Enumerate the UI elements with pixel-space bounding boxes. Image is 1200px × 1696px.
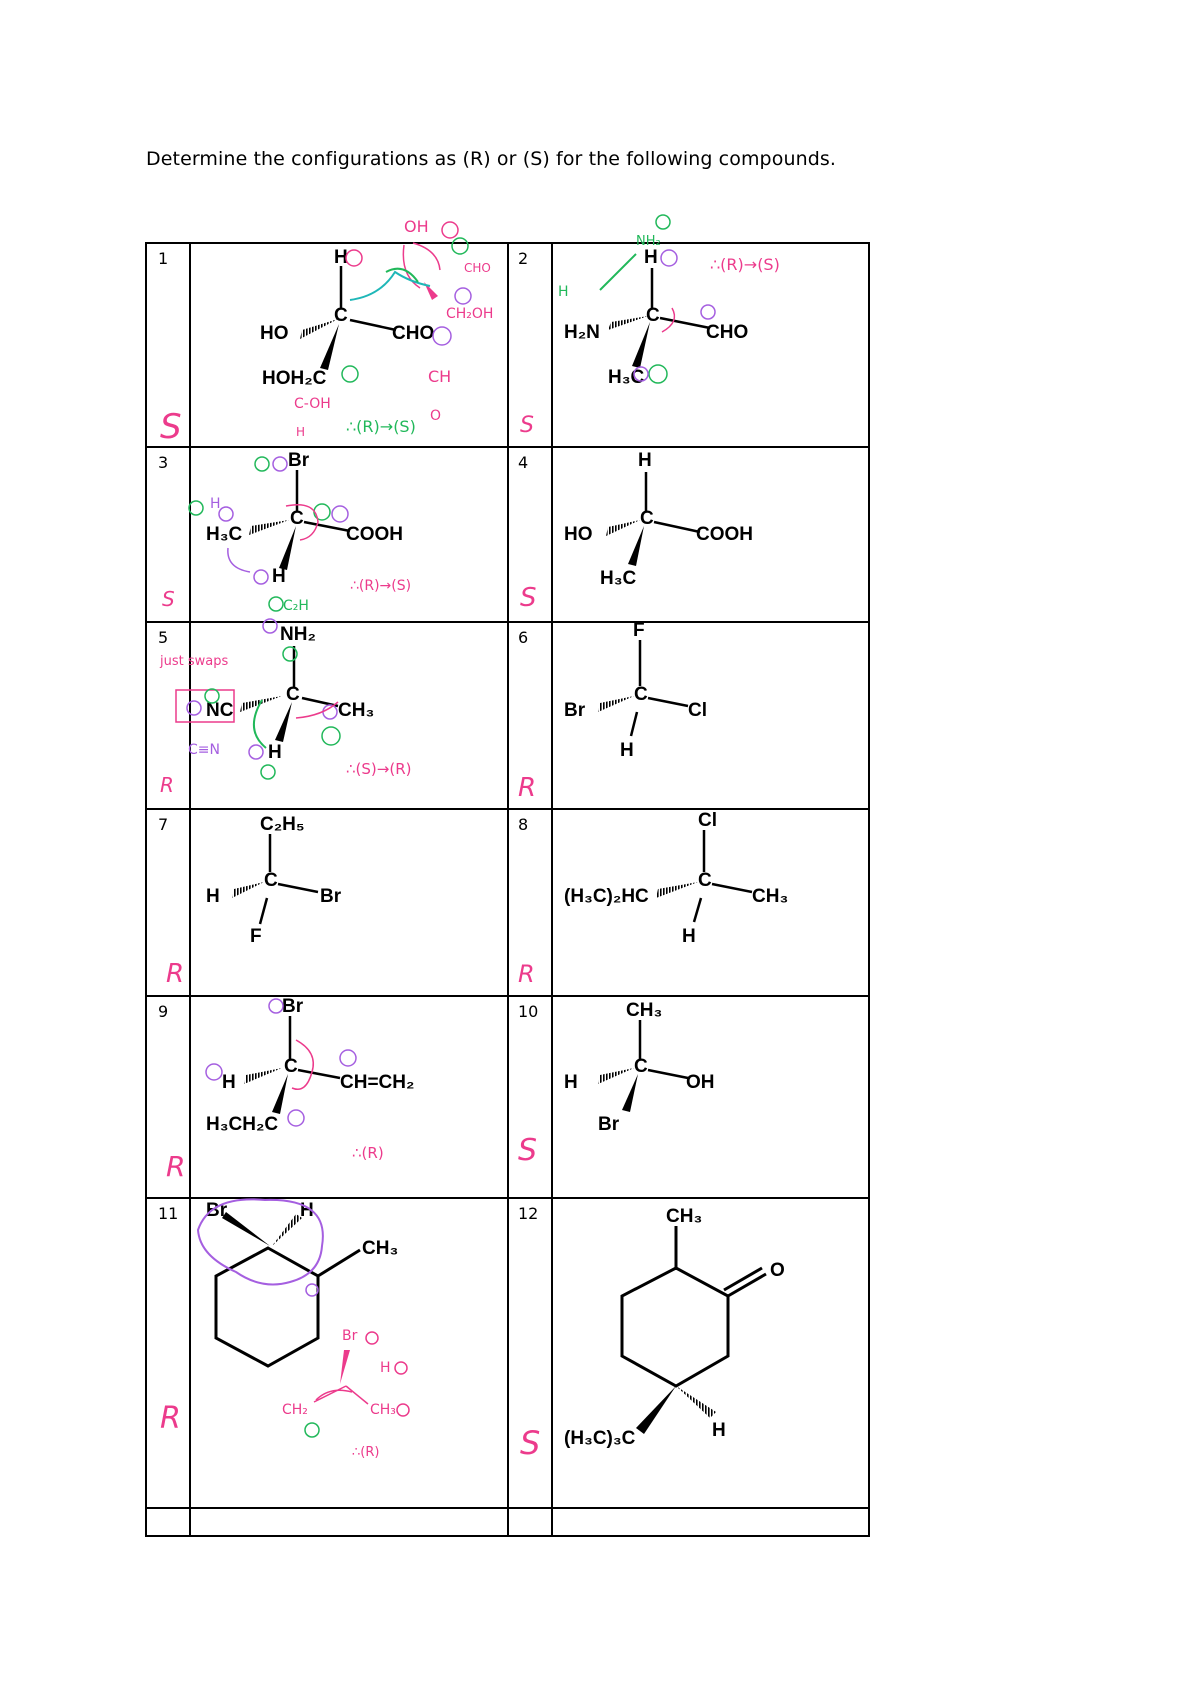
c2-green-arrow: [600, 254, 636, 290]
c6-atom-h: H: [620, 740, 634, 761]
c3-note-r-to-s: ∴(R)→(S): [350, 578, 412, 594]
c3-priority-1-icon: [255, 457, 269, 471]
c1-priority-2b-icon: [452, 238, 468, 254]
c12-atom-o: O: [770, 1260, 785, 1281]
answer-9: R: [166, 1150, 186, 1183]
c9-priority-2-icon: [340, 1050, 356, 1066]
c8-atom-h3c2hc: (H₃C)₂HC: [564, 886, 649, 907]
c3-priority-2-icon: [314, 504, 330, 520]
c8-atom-cl: Cl: [698, 810, 717, 831]
c1-priority-3-icon: [342, 366, 358, 382]
c5-priority-3-icon: [261, 765, 275, 779]
cell-10-number: 10: [518, 1002, 539, 1021]
answer-6: R: [518, 773, 537, 803]
c4-atom-h3c: H₃C: [600, 568, 637, 589]
c5-atom-nc: NC: [206, 700, 234, 721]
c3-priority-3c-icon: [269, 597, 283, 611]
c2-atom-h3c: H₃C: [608, 367, 645, 388]
answer-1: S: [160, 407, 182, 447]
c10-atom-ch3: CH₃: [626, 1000, 663, 1021]
c1-sketch-arc: [413, 243, 440, 270]
c2-atom-cho: CHO: [706, 322, 749, 343]
molecule-10: [564, 1000, 715, 1135]
c3-note-h: H: [210, 496, 221, 512]
molecule-12: [564, 1206, 785, 1449]
answer-12: S: [520, 1424, 541, 1462]
c8-atom-c: C: [698, 870, 712, 891]
c9-atom-h3ch2c: H₃CH₂C: [206, 1114, 279, 1135]
c1-atom-h: H: [334, 247, 348, 268]
c9-priority-1-icon: [269, 999, 283, 1013]
c3-priority-4-icon: [254, 570, 268, 584]
answer-2: S: [520, 413, 534, 438]
c6-atom-c: C: [634, 684, 648, 705]
answer-10: S: [518, 1133, 538, 1168]
cell-4-number: 4: [518, 453, 529, 472]
c2-note-r-to-s: ∴(R)→(S): [710, 255, 780, 274]
c1-atom-cho: CHO: [392, 323, 435, 344]
answer-7: R: [166, 959, 185, 989]
c4-atom-c: C: [640, 508, 654, 529]
c1-note-r-to-s: ∴(R)→(S): [346, 417, 416, 436]
c1-priority-3b-icon: [455, 288, 471, 304]
c6-atom-br: Br: [564, 700, 586, 721]
c3-atom-c: C: [290, 508, 304, 529]
c3-atom-br: Br: [288, 450, 310, 471]
c3-atom-cooh: COOH: [346, 524, 403, 545]
c3-atom-h: H: [272, 566, 286, 587]
c2-note-h: H: [558, 284, 569, 300]
c3-priority-1b-icon: [273, 457, 287, 471]
cell-9-number: 9: [158, 1002, 169, 1021]
cell-6-number: 6: [518, 628, 529, 647]
c11-atom-ch3: CH₃: [362, 1238, 399, 1259]
c3-atom-h3c: H₃C: [206, 524, 243, 545]
c5-priority-3c-icon: [322, 727, 340, 745]
c5-note-s-to-r: ∴(S)→(R): [346, 760, 412, 778]
c11-note-ch2: CH₂: [282, 1402, 308, 1418]
molecule-7: [206, 814, 342, 947]
c6-atom-cl: Cl: [688, 700, 707, 721]
answer-8: R: [518, 960, 535, 988]
c7-atom-h: H: [206, 886, 220, 907]
c5-atom-h: H: [268, 742, 282, 763]
c8-atom-ch3: CH₃: [752, 886, 789, 907]
cell-3-number: 3: [158, 453, 169, 472]
c7-atom-f: F: [250, 926, 262, 947]
c10-atom-h: H: [564, 1072, 578, 1093]
c3-priority-2b-icon: [332, 506, 348, 522]
c9-atom-c: C: [284, 1056, 298, 1077]
c11-atom-h: H: [300, 1200, 314, 1221]
c10-atom-oh: OH: [686, 1072, 715, 1093]
c11-note-br: Br: [342, 1328, 358, 1344]
c1-priority-1-icon: [442, 222, 458, 238]
c11-marked-carbon-icon: [306, 1284, 318, 1296]
molecule-2: [558, 215, 780, 388]
c2-priority-2-icon: [701, 305, 715, 319]
c3-purple-arrow: [228, 548, 250, 572]
c4-atom-cooh: COOH: [696, 524, 753, 545]
c1-priority-2-icon: [433, 327, 451, 345]
c7-atom-c: C: [264, 870, 278, 891]
c9-atom-ch-ch2: CH=CH₂: [340, 1072, 415, 1093]
c5-atom-nh2: NH₂: [280, 624, 316, 645]
c3-priority-3b-icon: [219, 507, 233, 521]
answer-5: R: [160, 773, 174, 797]
c1-atom-hoh2c: HOH₂C: [262, 368, 327, 389]
c5-priority-4-icon: [249, 745, 263, 759]
molecule-8: [564, 810, 788, 947]
cell-2-number: 2: [518, 249, 529, 268]
instruction-text: Determine the configurations as (R) or (S) for the following compounds.: [146, 148, 837, 170]
c1-note-oh: OH: [404, 217, 429, 236]
c8-atom-h: H: [682, 926, 696, 947]
molecule-11: [198, 1199, 409, 1460]
c2-priority-4-icon: [661, 250, 677, 266]
c2-priority-1-icon: [656, 215, 670, 229]
c4-atom-h: H: [638, 450, 652, 471]
c1-note-ch: CH: [428, 367, 452, 386]
c5-note-just-swaps: just swaps: [160, 654, 229, 669]
cell-11-number: 11: [158, 1204, 179, 1223]
c2-priority-3-icon: [649, 365, 667, 383]
c10-atom-br: Br: [598, 1114, 620, 1135]
c11-note-h: H: [380, 1360, 391, 1376]
cell-1-number: 1: [158, 249, 169, 268]
c5-atom-c: C: [286, 684, 300, 705]
c1-priority-4-icon: [346, 250, 362, 266]
c3-priority-3-icon: [189, 501, 203, 515]
c11-atom-br: Br: [206, 1200, 228, 1221]
c1-atom-c: C: [334, 305, 348, 326]
c7-atom-c2h5: C₂H₅: [260, 814, 305, 835]
c11-note-ch3: CH₃: [370, 1402, 396, 1418]
c1-note-ch2oh: CH₂OH: [446, 306, 494, 322]
c9-priority-3-icon: [288, 1110, 304, 1126]
c3-note-c2h: C₂H: [283, 598, 309, 614]
c11-sketch-wedge: [340, 1350, 350, 1384]
c12-atom-ch3: CH₃: [666, 1206, 703, 1227]
c2-atom-h2n: H₂N: [564, 322, 600, 343]
c2-note-nh2: NH₂: [636, 234, 661, 249]
c9-atom-h: H: [222, 1072, 236, 1093]
answer-3: S: [162, 587, 175, 611]
c12-atom-h3c3c: (H₃C)₃C: [564, 1428, 636, 1449]
molecule-4: [564, 450, 753, 589]
c9-atom-br: Br: [282, 996, 304, 1017]
c10-atom-c: C: [634, 1056, 648, 1077]
molecule-5: [159, 619, 411, 779]
c1-note-c-oh: C-OH: [294, 396, 331, 412]
c5-note-cn: C≡N: [188, 742, 220, 758]
c6-atom-f: F: [633, 620, 645, 641]
c12-atom-h: H: [712, 1420, 726, 1441]
c1-atom-ho: HO: [260, 323, 289, 344]
c9-priority-4-icon: [206, 1064, 222, 1080]
cell-8-number: 8: [518, 815, 529, 834]
c1-note-cho: CHO: [464, 261, 491, 275]
c2-atom-h: H: [644, 247, 658, 268]
c1-note-h: H: [296, 425, 306, 439]
molecule-3: [189, 450, 411, 614]
molecule-1: [260, 217, 493, 439]
c5-atom-ch3: CH₃: [338, 700, 375, 721]
answer-11: R: [160, 1401, 181, 1436]
cell-12-number: 12: [518, 1204, 539, 1223]
c7-atom-br: Br: [320, 886, 342, 907]
cell-7-number: 7: [158, 815, 169, 834]
c4-atom-ho: HO: [564, 524, 593, 545]
molecule-9: [206, 996, 414, 1162]
cell-5-number: 5: [158, 628, 169, 647]
c11-note-r: ∴(R): [352, 1445, 380, 1460]
c9-note-r: ∴(R): [352, 1144, 384, 1162]
c2-atom-c: C: [646, 305, 660, 326]
molecule-6: [564, 620, 707, 761]
c5-green-arrow: [254, 700, 266, 748]
c1-note-o: O: [430, 408, 442, 424]
answer-4: S: [520, 583, 537, 613]
